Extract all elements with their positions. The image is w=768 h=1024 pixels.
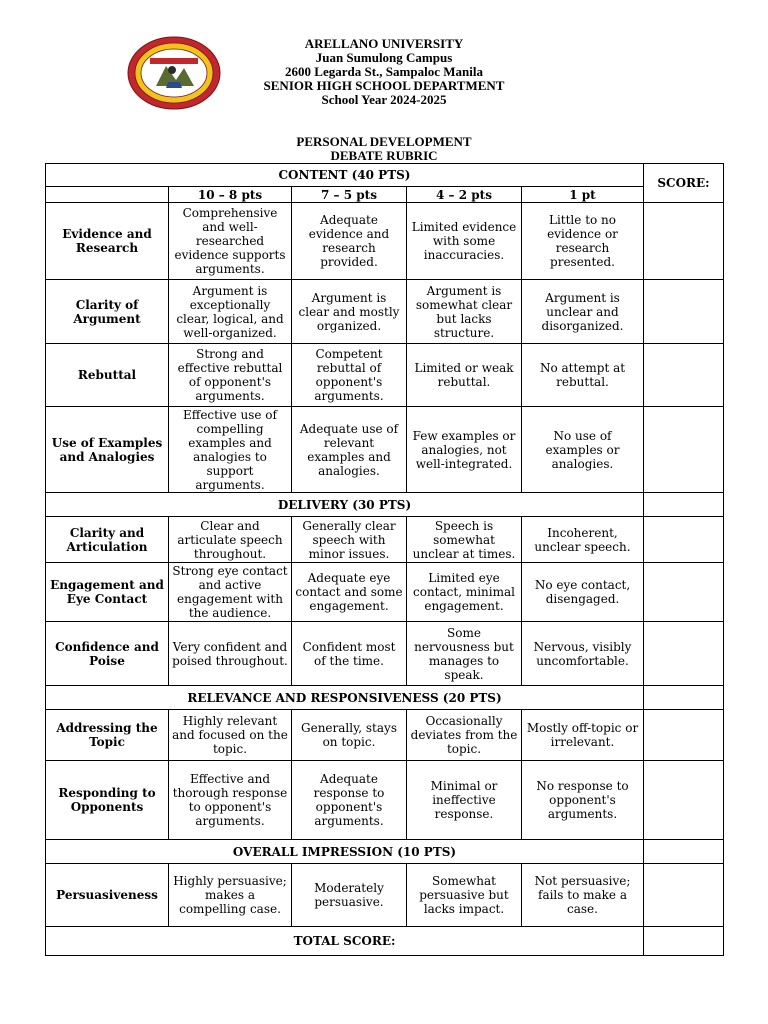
descriptor-cell: Somewhat persuasive but lacks impact. bbox=[407, 864, 522, 927]
descriptor-cell: Limited eye contact, minimal engagement. bbox=[407, 563, 522, 622]
section-title-overall: OVERALL IMPRESSION (10 PTS) bbox=[46, 840, 644, 864]
descriptor-cell: No response to opponent's arguments. bbox=[522, 761, 644, 840]
score-cell[interactable] bbox=[644, 563, 724, 622]
descriptor-cell: Not persuasive; fails to make a case. bbox=[522, 864, 644, 927]
department-name: SENIOR HIGH SCHOOL DEPARTMENT bbox=[263, 78, 505, 93]
descriptor-cell: No attempt at rebuttal. bbox=[522, 344, 644, 407]
descriptor-cell: Nervous, visibly uncomfortable. bbox=[522, 622, 644, 686]
descriptor-cell: Limited evidence with some inaccuracies. bbox=[407, 203, 522, 280]
score-cell[interactable] bbox=[644, 761, 724, 840]
section-title-delivery: DELIVERY (30 PTS) bbox=[46, 493, 644, 517]
score-cell[interactable] bbox=[644, 710, 724, 761]
score-cell[interactable] bbox=[644, 864, 724, 927]
descriptor-cell: Strong and effective rebuttal of opponent's arguments. bbox=[169, 344, 292, 407]
table-row bbox=[46, 761, 724, 840]
score-cell[interactable] bbox=[644, 622, 724, 686]
score-cell bbox=[644, 493, 724, 517]
table-row bbox=[46, 710, 724, 761]
descriptor-cell: Mostly off-topic or irrelevant. bbox=[522, 710, 644, 761]
criterion-label: Persuasiveness bbox=[46, 864, 169, 927]
column-header-7-5: 7 – 5 pts bbox=[292, 187, 407, 203]
descriptor-cell: Minimal or ineffective response. bbox=[407, 761, 522, 840]
subject-title: PERSONAL DEVELOPMENT bbox=[296, 134, 472, 149]
table-row bbox=[46, 622, 724, 686]
descriptor-cell: Effective use of compelling examples and analogies to support arguments. bbox=[169, 407, 292, 493]
score-cell bbox=[644, 840, 724, 864]
section-title-relevance: RELEVANCE AND RESPONSIVENESS (20 PTS) bbox=[46, 686, 644, 710]
score-cell[interactable] bbox=[644, 203, 724, 280]
document-title bbox=[200, 135, 568, 163]
descriptor-cell: Adequate eye contact and some engagement. bbox=[292, 563, 407, 622]
descriptor-cell: Comprehensive and well-researched evidence supports arguments. bbox=[169, 203, 292, 280]
criterion-label: Engagement and Eye Contact bbox=[46, 563, 169, 622]
section-title-content: CONTENT (40 PTS) bbox=[46, 164, 644, 187]
descriptor-cell: Limited or weak rebuttal. bbox=[407, 344, 522, 407]
descriptor-cell: Little to no evidence or research presented. bbox=[522, 203, 644, 280]
column-header-10-8: 10 – 8 pts bbox=[169, 187, 292, 203]
table-row bbox=[46, 203, 724, 280]
table-row bbox=[46, 517, 724, 563]
rubric-table bbox=[45, 163, 724, 956]
descriptor-cell: Very confident and poised throughout. bbox=[169, 622, 292, 686]
descriptor-cell: Occasionally deviates from the topic. bbox=[407, 710, 522, 761]
institution-header bbox=[200, 37, 568, 107]
criterion-label: Clarity and Articulation bbox=[46, 517, 169, 563]
column-header-criteria bbox=[46, 187, 169, 203]
descriptor-cell: Highly relevant and focused on the topic. bbox=[169, 710, 292, 761]
total-score-label: TOTAL SCORE: bbox=[46, 927, 644, 956]
descriptor-cell: Competent rebuttal of opponent's arguments. bbox=[292, 344, 407, 407]
descriptor-cell: Clear and articulate speech throughout. bbox=[169, 517, 292, 563]
descriptor-cell: Generally clear speech with minor issues. bbox=[292, 517, 407, 563]
criterion-label: Confidence and Poise bbox=[46, 622, 169, 686]
descriptor-cell: Adequate response to opponent's arguments. bbox=[292, 761, 407, 840]
descriptor-cell: Argument is clear and mostly organized. bbox=[292, 280, 407, 344]
descriptor-cell: Generally, stays on topic. bbox=[292, 710, 407, 761]
score-column-header: SCORE: bbox=[644, 164, 724, 203]
table-row bbox=[46, 280, 724, 344]
column-header-1: 1 pt bbox=[522, 187, 644, 203]
descriptor-cell: Moderately persuasive. bbox=[292, 864, 407, 927]
rubric-title: DEBATE RUBRIC bbox=[330, 148, 438, 163]
descriptor-cell: Argument is exceptionally clear, logical, and well-organized. bbox=[169, 280, 292, 344]
table-row bbox=[46, 563, 724, 622]
criterion-label: Evidence and Research bbox=[46, 203, 169, 280]
descriptor-cell: No use of examples or analogies. bbox=[522, 407, 644, 493]
column-header-4-2: 4 – 2 pts bbox=[407, 187, 522, 203]
descriptor-cell: Effective and thorough response to opponent's arguments. bbox=[169, 761, 292, 840]
descriptor-cell: Incoherent, unclear speech. bbox=[522, 517, 644, 563]
table-row bbox=[46, 864, 724, 927]
university-name: ARELLANO UNIVERSITY bbox=[304, 36, 464, 51]
descriptor-cell: Adequate use of relevant examples and analogies. bbox=[292, 407, 407, 493]
criterion-label: Responding to Opponents bbox=[46, 761, 169, 840]
descriptor-cell: No eye contact, disengaged. bbox=[522, 563, 644, 622]
descriptor-cell: Speech is somewhat unclear at times. bbox=[407, 517, 522, 563]
total-score-cell[interactable] bbox=[644, 927, 724, 956]
score-cell[interactable] bbox=[644, 517, 724, 563]
criterion-label: Clarity of Argument bbox=[46, 280, 169, 344]
descriptor-cell: Few examples or analogies, not well-integrated. bbox=[407, 407, 522, 493]
descriptor-cell: Some nervousness but manages to speak. bbox=[407, 622, 522, 686]
score-cell[interactable] bbox=[644, 344, 724, 407]
table-row bbox=[46, 407, 724, 493]
criterion-label: Use of Examples and Analogies bbox=[46, 407, 169, 493]
score-cell bbox=[644, 686, 724, 710]
criterion-label: Addressing the Topic bbox=[46, 710, 169, 761]
score-cell[interactable] bbox=[644, 280, 724, 344]
criterion-label: Rebuttal bbox=[46, 344, 169, 407]
descriptor-cell: Argument is somewhat clear but lacks structure. bbox=[407, 280, 522, 344]
descriptor-cell: Argument is unclear and disorganized. bbox=[522, 280, 644, 344]
campus-address: 2600 Legarda St., Sampaloc Manila bbox=[285, 64, 483, 79]
descriptor-cell: Highly persuasive; makes a compelling case. bbox=[169, 864, 292, 927]
descriptor-cell: Adequate evidence and research provided. bbox=[292, 203, 407, 280]
score-cell[interactable] bbox=[644, 407, 724, 493]
table-row bbox=[46, 344, 724, 407]
descriptor-cell: Strong eye contact and active engagement with the audience. bbox=[169, 563, 292, 622]
school-year: School Year 2024-2025 bbox=[321, 92, 447, 107]
campus-name: Juan Sumulong Campus bbox=[315, 50, 453, 65]
descriptor-cell: Confident most of the time. bbox=[292, 622, 407, 686]
